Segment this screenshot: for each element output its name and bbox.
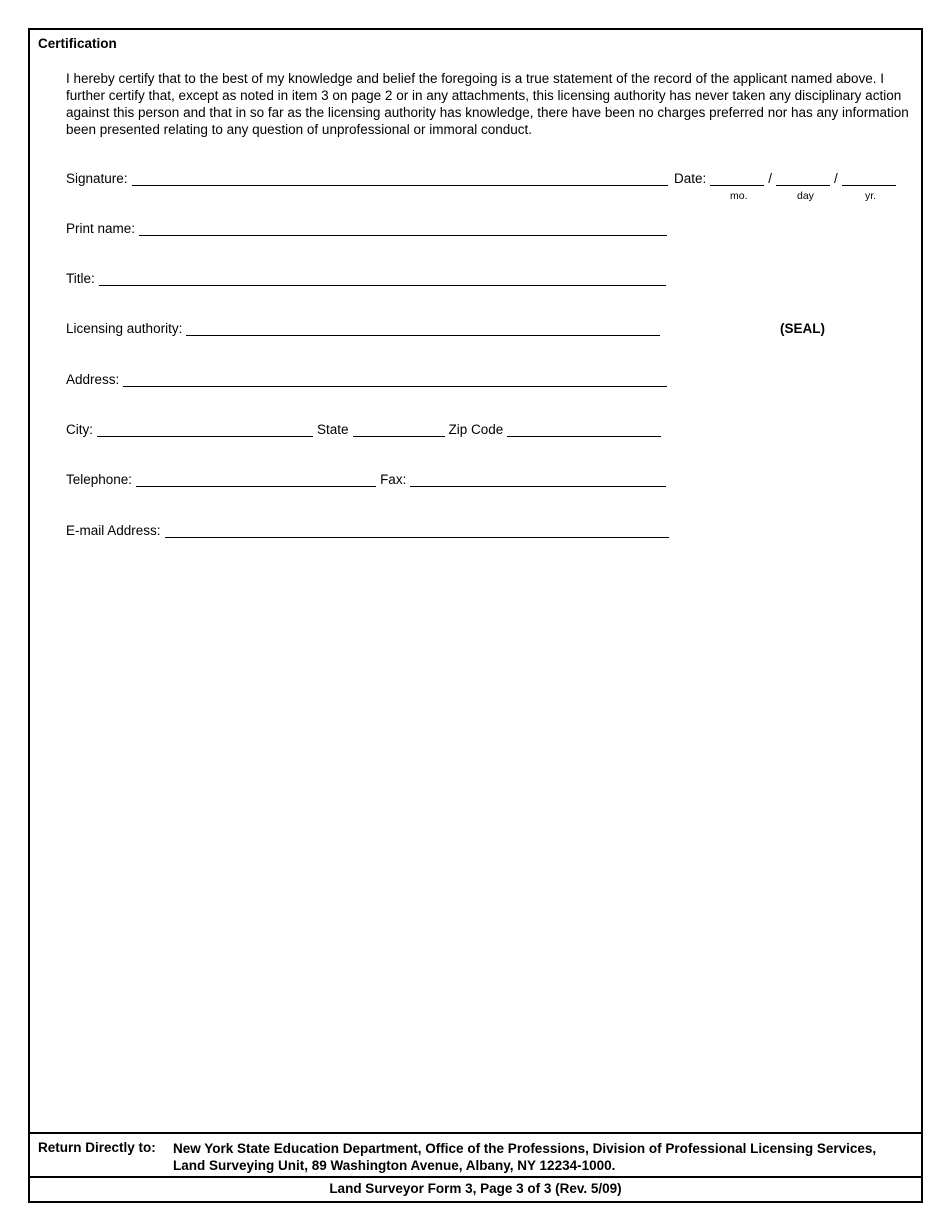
form-footer: Land Surveyor Form 3, Page 3 of 3 (Rev. 5/09) xyxy=(30,1176,921,1203)
city-label: City: xyxy=(66,422,93,437)
title-row xyxy=(66,271,670,286)
date-day-caption: day xyxy=(797,190,814,202)
seal-label: (SEAL) xyxy=(780,321,825,336)
print-name-row xyxy=(66,221,671,236)
title-field[interactable] xyxy=(99,271,666,286)
address-row xyxy=(66,372,671,387)
section-title: Certification xyxy=(38,36,117,51)
date-day-field[interactable] xyxy=(776,171,830,186)
title-label: Title: xyxy=(66,271,95,286)
telephone-label: Telephone: xyxy=(66,472,133,487)
city-state-zip-row xyxy=(66,422,665,437)
signature-row xyxy=(66,171,672,186)
address-label: Address: xyxy=(66,372,120,387)
email-row xyxy=(66,523,673,538)
licensing-authority-label: Licensing authority: xyxy=(66,321,183,336)
print-name-label: Print name: xyxy=(66,221,136,236)
date-month-field[interactable] xyxy=(710,171,764,186)
address-field[interactable] xyxy=(123,372,667,387)
date-year-caption: yr. xyxy=(865,190,877,202)
print-name-field[interactable] xyxy=(139,221,667,236)
zip-label: Zip Code xyxy=(448,422,504,437)
telephone-fax-row xyxy=(66,472,670,487)
licensing-authority-row xyxy=(66,321,664,336)
return-address-line2: Land Surveying Unit, 89 Washington Avenue, Albany, NY 12234-1000. xyxy=(173,1158,616,1173)
date-separator: / xyxy=(768,171,773,186)
signature-label: Signature: xyxy=(66,171,128,186)
signature-field[interactable] xyxy=(132,171,668,186)
date-month-caption: mo. xyxy=(730,190,748,202)
licensing-authority-field[interactable] xyxy=(186,321,660,336)
date-separator: / xyxy=(834,171,838,186)
city-field[interactable] xyxy=(97,422,313,437)
state-label: State xyxy=(317,422,349,437)
date-year-field[interactable] xyxy=(842,171,896,186)
date-row xyxy=(674,171,900,186)
telephone-field[interactable] xyxy=(136,472,376,487)
date-label: Date: xyxy=(674,171,707,186)
fax-field[interactable] xyxy=(410,472,666,487)
fax-label: Fax: xyxy=(380,472,407,487)
return-address-line1: New York State Education Department, Office of the Professions, Division of Professional Licensing Services, xyxy=(173,1141,877,1156)
zip-field[interactable] xyxy=(507,422,661,437)
return-address-box xyxy=(30,1132,921,1178)
email-label: E-mail Address: xyxy=(66,523,161,538)
form-frame xyxy=(28,28,923,1203)
email-field[interactable] xyxy=(165,523,669,538)
certification-statement: I hereby certify that to the best of my knowledge and belief the foregoing is a true statement of the record of the applicant named above. I further certify that, except as noted in item 3 on page 2 or in any attachments, this licensing authority has never taken any disciplinary action against this person and that in so far as the licensing authority has knowledge, there have been no charges preferred nor has any information been presented relating to any question of unprofessional or immoral conduct. xyxy=(66,71,909,137)
return-address xyxy=(173,1140,913,1174)
state-field[interactable] xyxy=(353,422,445,437)
return-label: Return Directly to: xyxy=(38,1140,156,1155)
